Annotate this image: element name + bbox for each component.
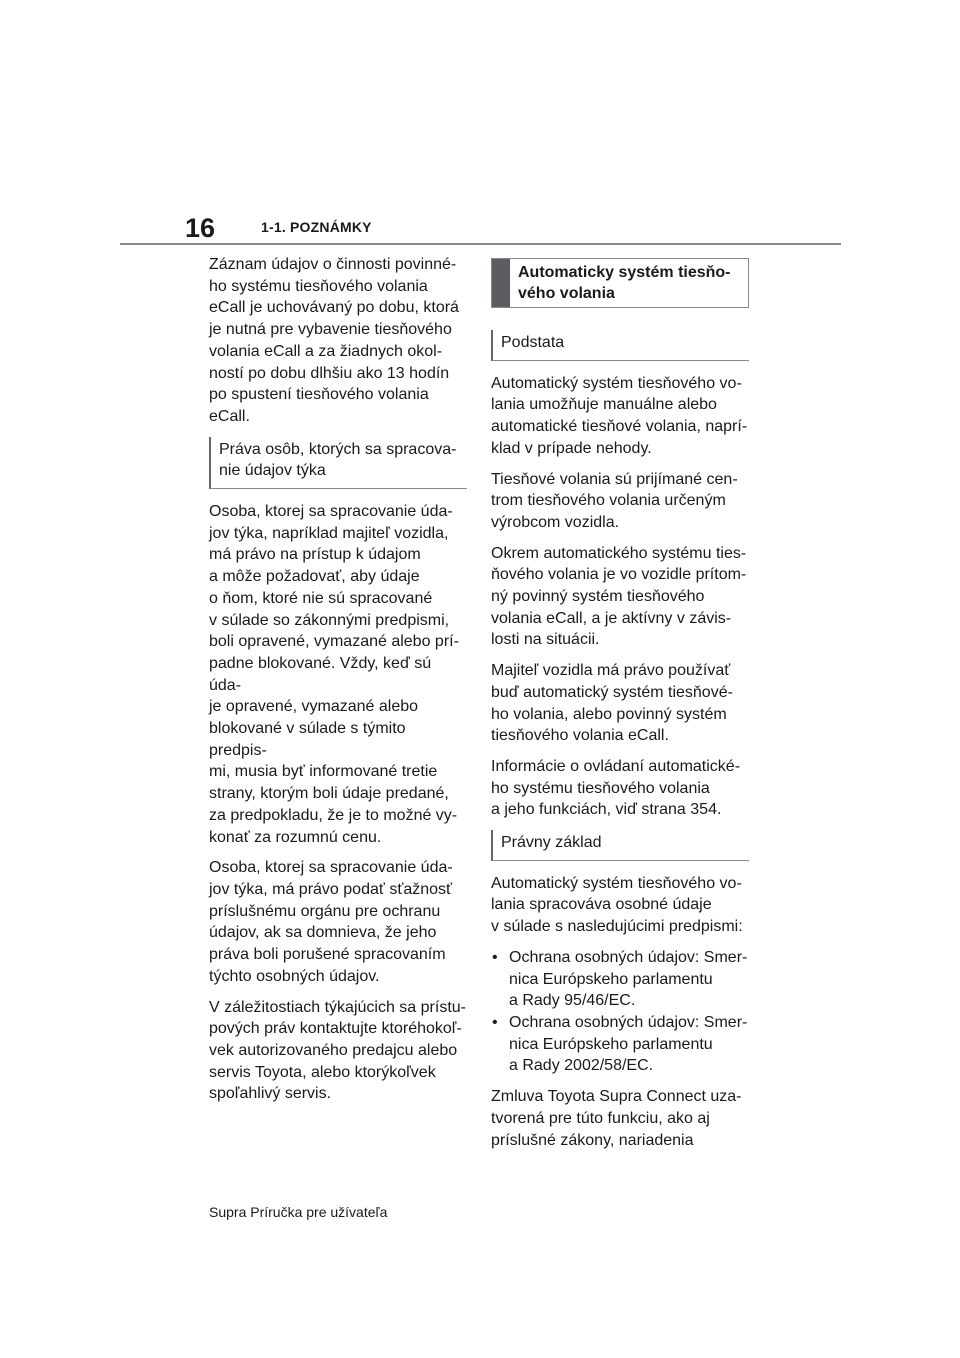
paragraph-operation-reference: Informácie o ovládaní automatické- ho systému tiesňového volania a jeho funkciách, viď strana 354. <box>491 757 741 819</box>
bullet-icon: • <box>492 1013 498 1031</box>
section-heading-automatic-emergency-call: Automaticky systém tiesňo- vého volania <box>518 264 731 302</box>
list-item-text: Ochrana osobných údajov: Smer- nica Európskeho parlamentu a Rady 2002/58/EC. <box>509 1013 748 1075</box>
paragraph-owner-choice: Majiteľ vozidla má právo používať buď automatický systém tiesňové- ho volania, alebo povinný systém tiesňového volania eCall. <box>491 662 733 745</box>
subheading-data-subject-rights: Práva osôb, ktorých sa spracova- nie údajov týka <box>209 437 467 489</box>
subheading-principle: Podstata <box>491 330 749 361</box>
paragraph-legal-basis: Automatický systém tiesňového vo- lania spracováva osobné údaje v súlade s nasledujúcimi predpismi: <box>491 874 743 936</box>
right-column <box>491 258 749 1160</box>
paragraph-contact-dealer: V záležitostiach týkajúcich sa prístu- pových práv kontaktujte ktoréhokoľ- vek autorizovaného predajcu alebo servis Toyota, alebo ktorýkoľvek spoľahlivý servis. <box>209 998 466 1103</box>
paragraph-connect-contract: Zmluva Toyota Supra Connect uza- tvorená pre túto funkciu, ako aj príslušné zákony, nariadenia <box>491 1088 742 1149</box>
page-number: 16 <box>185 213 216 243</box>
paragraph-ecall-presence: Okrem automatického systému ties- ňového volania je vo vozidle prítom- ný povinný systém tiesňového volania eCall, a je aktívny v závis- losti na situácii. <box>491 544 747 649</box>
heading-accent-bar <box>492 259 510 307</box>
left-column <box>209 254 467 1114</box>
footer-manual-title: Supra Príručka pre užívateľa <box>209 1204 388 1220</box>
section-heading-box <box>491 258 749 308</box>
paragraph-access-rights: Osoba, ktorej sa spracovanie úda- jov týka, napríklad majiteľ vozidla, má právo na prístup k údajom a môže požadovať, aby údaje o ňom, ktoré nie sú spracované v súlade so zákonnými predpismi, boli opravené, vymazané alebo prí- padne blokované. Vždy, keď sú úda- je opravené, vymazané alebo blokované v súlade s týmito predpis- mi, musia byť informované tretie strany, ktorým boli údaje predané, za predpokladu, že je to možné vy- konať za rozumnú cenu. <box>209 503 459 846</box>
header-divider <box>120 243 841 245</box>
paragraph-ecall-retention: Záznam údajov o činnosti povinné- ho systému tiesňového volania eCall je uchovávaný po dobu, ktorá je nutná pre vybavenie tiesňového volania eCall a za žiadnych okol- ností po dobu dlhšiu ako 13 hodín po spustení tiesňového volania eCall. <box>209 256 459 425</box>
list-item-text: Ochrana osobných údajov: Smer- nica Európskeho parlamentu a Rady 95/46/EC. <box>509 948 748 1010</box>
section-title: 1-1. POZNÁMKY <box>261 219 372 235</box>
paragraph-complaint-rights: Osoba, ktorej sa spracovanie úda- jov týka, má právo podať sťažnosť príslušnému orgánu pre ochranu údajov, ak sa domnieva, že jeho práva boli porušené spracovaním týchto osobných údajov. <box>209 859 453 985</box>
regulation-list <box>491 947 749 1077</box>
subheading-legal-basis: Právny základ <box>491 830 749 861</box>
list-item <box>491 1012 749 1077</box>
list-item <box>491 947 749 1012</box>
paragraph-system-description: Automatický systém tiesňového vo- lania umožňuje manuálne alebo automatické tiesňové volania, naprí- klad v prípade nehody. <box>491 374 748 457</box>
bullet-icon: • <box>492 948 498 966</box>
paragraph-call-center: Tiesňové volania sú prijímané cen- trom tiesňového volania určeným výrobcom vozidla. <box>491 470 738 531</box>
